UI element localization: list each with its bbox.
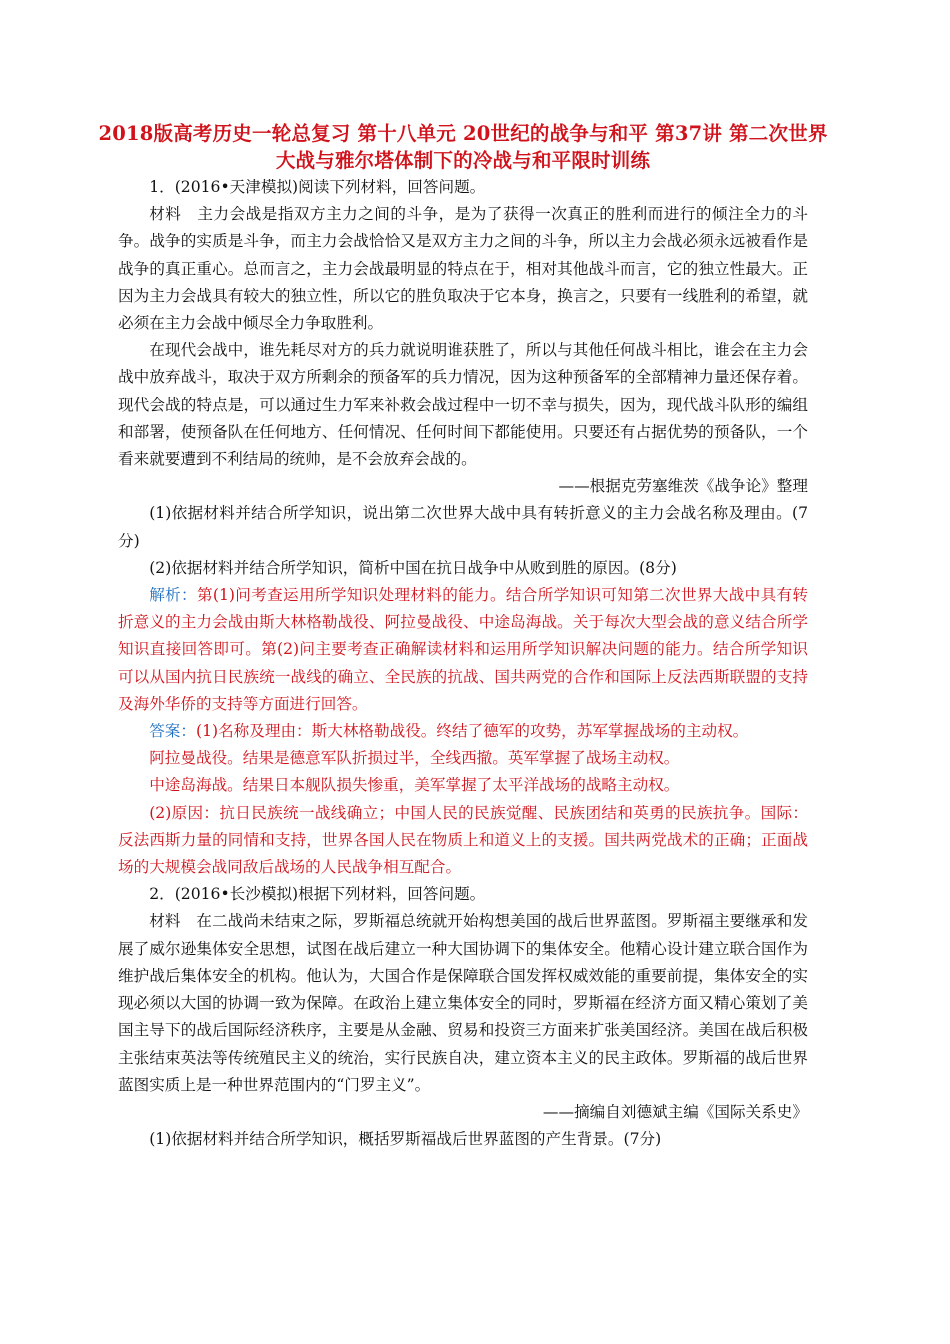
q1-source: ——根据克劳塞维茨《战争论》整理 [558, 477, 808, 496]
q1-analysis [118, 582, 808, 718]
answer-text-1: (1)名称及理由：斯大林格勒战役。终结了德军的攻势，苏军掌握战场的主动权。 [195, 722, 749, 741]
q2-subquestion-1: (1)依据材料并结合所学知识，概括罗斯福战后世界蓝图的产生背景。(7分) [149, 1130, 662, 1149]
document-page [98, 120, 828, 1153]
q2-header: 2．(2016•长沙模拟)根据下列材料，回答问题。 [149, 885, 486, 904]
q1-subquestion-2: (2)依据材料并结合所学知识，简析中国在抗日战争中从败到胜的原因。(8分) [149, 558, 677, 577]
q2-source: ——摘编自刘德斌主编《国际关系史》 [542, 1102, 808, 1121]
q1-answer-line-3: 中途岛海战。结果日本舰队损失惨重，美军掌握了太平洋战场的战略主动权。 [149, 776, 680, 795]
q1-answer-line-2: 阿拉曼战役。结果是德意军队折损过半，全线西撤。英军掌握了战场主动权。 [149, 749, 680, 768]
q1-material-paragraph-2: 在现代会战中，谁先耗尽对方的兵力就说明谁获胜了，所以与其他任何战斗相比，谁会在主力会战中放弃战斗，取决于双方所剩余的预备军的兵力情况，因为这种预备军的全部精神力量还保存着。现代会战的特点是，可以通过生力军来补救会战过程中一切不幸与损失，因为，现代战斗队形的编组和部署，使预备队在任何地方、任何情况、任何时间下都能使用。只要还有占据优势的预备队，一个看来就要遭到不利结局的统帅，是不会放弃会战的。 [118, 341, 808, 469]
document-title: 2018版高考历史一轮总复习 第十八单元 20世纪的战争与和平 第37讲 第二次世界大战与雅尔塔体制下的冷战与和平限时训练 [98, 122, 828, 172]
q1-material-paragraph-1: 材料 主力会战是指双方主力之间的斗争，是为了获得一次真正的胜利而进行的倾注全力的斗争。战争的实质是斗争，而主力会战恰恰又是双方主力之间的斗争，所以主力会战必须永远被看作是战争的真正重心。总而言之，主力会战最明显的特点在于，相对其他战斗而言，它的独立性最大。正因为主力会战具有较大的独立性，所以它的胜负取决于它本身，换言之，只要有一线胜利的希望，就必须在主力会战中倾尽全力争取胜利。 [118, 205, 808, 333]
q1-answer-line-1 [118, 718, 808, 745]
analysis-text: 第(1)问考查运用所学知识处理材料的能力。结合所学知识可知第二次世界大战中具有转折意义的主力会战由斯大林格勒战役、阿拉曼战役、中途岛海战。关于每次大型会战的意义结合所学知识直接回答即可。第(2)问主要考查正确解读材料和运用所学知识解决问题的能力。结合所学知识可以从国内抗日民族统一战线的确立、全民族的抗战、国共两党的合作和国际上反法西斯联盟的支持及海外华侨的支持等方面进行回答。 [118, 586, 808, 713]
q1-answer-line-4: (2)原因：抗日民族统一战线确立；中国人民的民族觉醒、民族团结和英勇的民族抗争。国际：反法西斯力量的同情和支持，世界各国人民在物质上和道义上的支援。国共两党战术的正确；正面战场的大规模会战同敌后战场的人民战争相互配合。 [118, 803, 808, 877]
answer-label: 答案： [149, 722, 196, 741]
q1-header: 1．(2016•天津模拟)阅读下列材料，回答问题。 [149, 178, 486, 196]
q2-material: 材料 在二战尚未结束之际，罗斯福总统就开始构想美国的战后世界蓝图。罗斯福主要继承和发展了威尔逊集体安全思想，试图在战后建立一种大国协调下的集体安全。他精心设计建立联合国作为维护战后集体安全的机构。他认为，大国合作是保障联合国发挥权威效能的重要前提，集体安全的实现必须以大国的协调一致为保障。在政治上建立集体安全的同时，罗斯福在经济方面又精心策划了美国主导下的战后国际经济秩序，主要是从金融、贸易和投资三方面来扩张美国经济。美国在战后积极主张结束英法等传统殖民主义的统治，实行民族自决，建立资本主义的民主政体。罗斯福的战后世界蓝图实质上是一种世界范围内的“门罗主义”。 [118, 912, 808, 1094]
analysis-label: 解析： [149, 586, 197, 605]
q1-subquestion-1: (1)依据材料并结合所学知识，说出第二次世界大战中具有转折意义的主力会战名称及理由。(7分) [118, 504, 808, 550]
